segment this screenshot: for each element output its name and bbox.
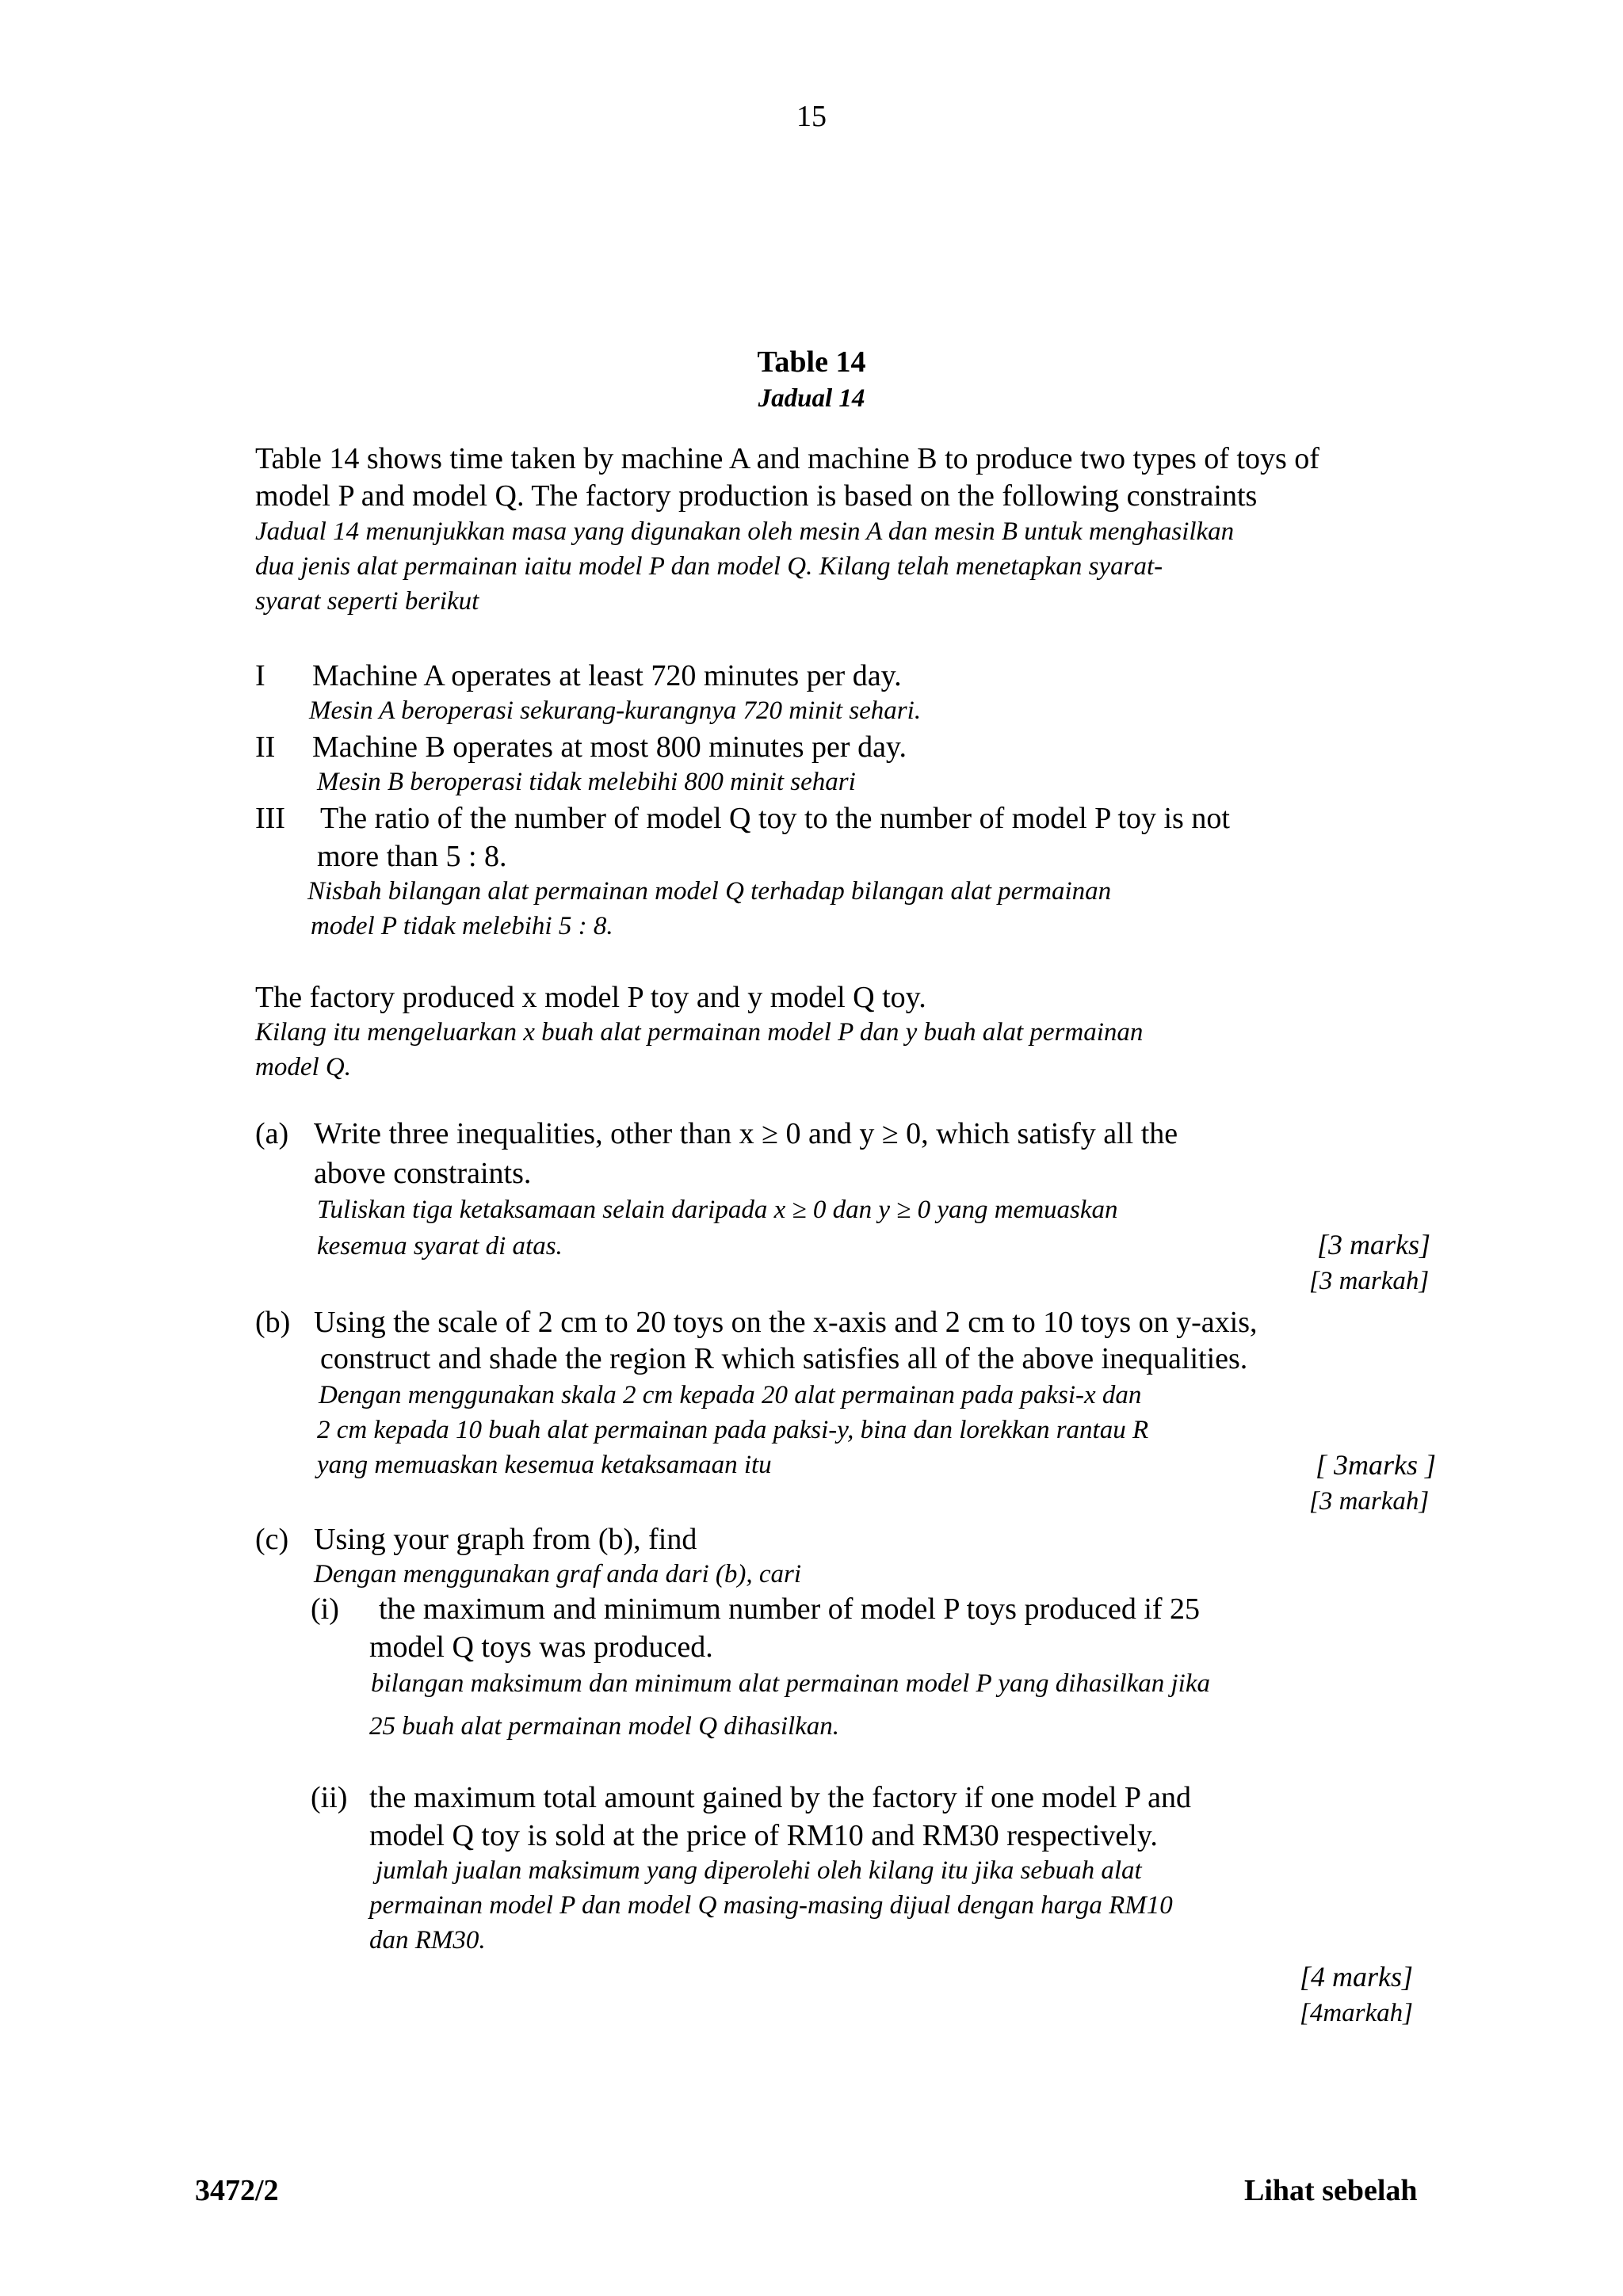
constraint-3-number: III	[255, 802, 285, 835]
table-title-malay: Jadual 14	[758, 384, 865, 413]
part-c-text: Using your graph from (b), find	[314, 1523, 697, 1556]
part-c-ii-label: (ii)	[311, 1781, 348, 1814]
part-b-label: (b)	[255, 1306, 291, 1339]
intro-malay-line-1: Jadual 14 menunjukkan masa yang digunakan oleh mesin A dan mesin B untuk menghasilkan	[255, 517, 1235, 546]
part-a-label: (a)	[255, 1117, 289, 1150]
production-malay-1: Kilang itu mengeluarkan x buah alat permainan model P dan y buah alat permainan	[255, 1018, 1144, 1047]
constraint-3-malay-2: model P tidak melebihi 5 : 8.	[311, 912, 613, 940]
table-title: Table 14	[757, 345, 866, 379]
part-c-markah: [4markah]	[1300, 1999, 1414, 2027]
page-number: 15	[796, 100, 827, 133]
part-c-marks: [4 marks]	[1300, 1961, 1414, 1993]
part-b-malay-2: 2 cm kepada 10 buah alat permainan pada paksi-y, bina dan lorekkan rantau R	[317, 1416, 1149, 1444]
production-malay-2: model Q.	[255, 1053, 351, 1081]
part-c-i-text-2: model Q toys was produced.	[369, 1630, 713, 1664]
part-b-text-1: Using the scale of 2 cm to 20 toys on the x-axis and 2 cm to 10 toys on y-axis,	[314, 1306, 1258, 1339]
part-b-marks: [ 3marks ]	[1316, 1449, 1437, 1481]
part-a-malay-1: Tuliskan tiga ketaksamaan selain daripada x ≥ 0 dan y ≥ 0 yang memuaskan	[317, 1196, 1118, 1224]
part-c-ii-malay-2: permainan model P dan model Q masing-masing dijual dengan harga RM10	[369, 1891, 1173, 1920]
intro-malay-line-2: dua jenis alat permainan iaitu model P dan model Q. Kilang telah menetapkan syarat-	[255, 552, 1163, 581]
part-b-text-2: construct and shade the region R which satisfies all of the above inequalities.	[320, 1342, 1248, 1375]
footer-next-page: Lihat sebelah	[1244, 2174, 1418, 2207]
constraint-1-text: Machine A operates at least 720 minutes per day.	[312, 659, 902, 692]
production-text: The factory produced x model P toy and y model Q toy.	[255, 981, 926, 1014]
part-b-malay-1: Dengan menggunakan skala 2 cm kepada 20 alat permainan pada paksi-x dan	[319, 1381, 1142, 1409]
constraint-3-malay-1: Nisbah bilangan alat permainan model Q terhadap bilangan alat permainan	[307, 877, 1112, 906]
part-c-i-label: (i)	[311, 1592, 339, 1626]
part-c-ii-text-2: model Q toy is sold at the price of RM10 and RM30 respectively.	[369, 1819, 1158, 1852]
part-c-ii-malay-1: jumlah jualan maksimum yang diperolehi oleh kilang itu jika sebuah alat	[376, 1856, 1142, 1885]
part-c-i-text-1: the maximum and minimum number of model P toys produced if 25	[379, 1592, 1201, 1626]
part-a-text-2: above constraints.	[314, 1157, 532, 1190]
constraint-1-number: I	[255, 659, 265, 692]
part-a-markah: [3 markah]	[1309, 1267, 1430, 1295]
constraint-1-malay: Mesin A beroperasi sekurang-kurangnya 720 minit sehari.	[309, 696, 922, 725]
constraint-2-malay: Mesin B beroperasi tidak melebihi 800 minit sehari	[317, 768, 856, 796]
part-a-text-1: Write three inequalities, other than x ≥ 0 and y ≥ 0, which satisfy all the	[314, 1117, 1178, 1150]
part-b-malay-3: yang memuaskan kesemua ketaksamaan itu	[317, 1451, 772, 1479]
constraint-3-text-2: more than 5 : 8.	[317, 840, 507, 873]
part-c-malay: Dengan menggunakan graf anda dari (b), cari	[314, 1560, 802, 1589]
part-c-ii-malay-3: dan RM30.	[369, 1926, 486, 1955]
constraint-2-number: II	[255, 730, 276, 764]
footer-paper-code: 3472/2	[195, 2174, 279, 2207]
part-a-marks: [3 marks]	[1317, 1229, 1431, 1261]
part-b-markah: [3 markah]	[1309, 1487, 1430, 1516]
part-c-i-malay-1: bilangan maksimum dan minimum alat permainan model P yang dihasilkan jika	[371, 1669, 1210, 1698]
intro-line-2: model P and model Q. The factory production is based on the following constraints	[255, 479, 1258, 513]
part-c-i-malay-2: 25 buah alat permainan model Q dihasilkan.	[369, 1712, 840, 1741]
intro-malay-line-3: syarat seperti berikut	[255, 587, 479, 616]
constraint-2-text: Machine B operates at most 800 minutes per day.	[312, 730, 907, 764]
part-c-label: (c)	[255, 1523, 289, 1556]
part-c-ii-text-1: the maximum total amount gained by the factory if one model P and	[369, 1781, 1192, 1814]
constraint-3-text-1: The ratio of the number of model Q toy to the number of model P toy is not	[320, 802, 1230, 835]
part-a-malay-2: kesemua syarat di atas.	[317, 1232, 563, 1261]
intro-line-1: Table 14 shows time taken by machine A and machine B to produce two types of toys of	[255, 442, 1319, 475]
